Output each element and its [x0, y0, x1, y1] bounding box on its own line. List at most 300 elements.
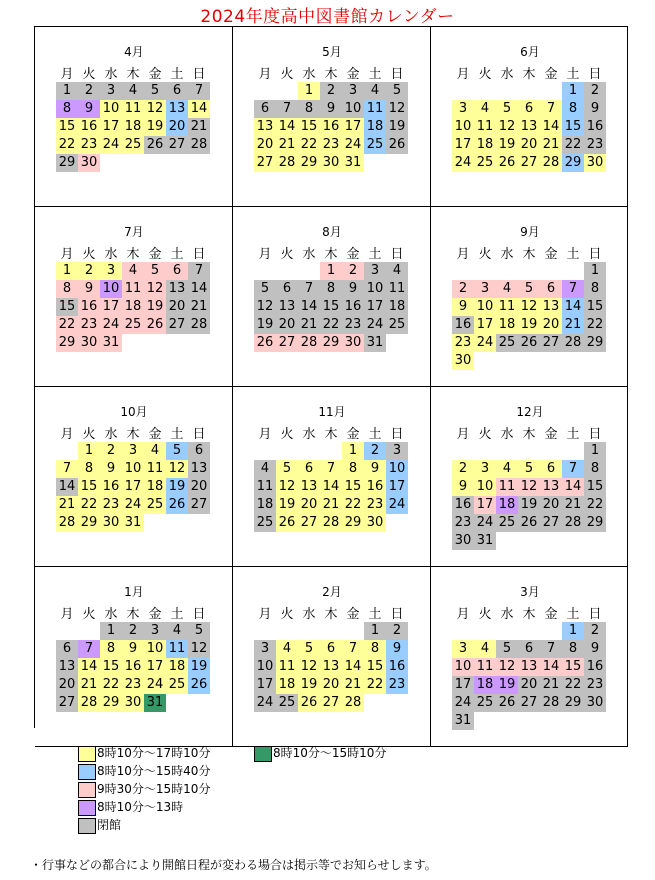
- legend-label: 8時10分～15時40分: [97, 764, 211, 778]
- weekday-header: 水: [302, 607, 316, 622]
- day-cell: 6: [166, 262, 188, 280]
- day-cell: 4: [276, 640, 298, 658]
- weekday-header: 木: [324, 427, 338, 442]
- day-cell: 26: [254, 334, 276, 352]
- legend-label: 8時10分～15時10分: [273, 746, 387, 760]
- legend-label: 9時30分～15時10分: [97, 782, 211, 796]
- day-cell: 5: [386, 82, 408, 100]
- weekday-header: 木: [126, 607, 140, 622]
- day-cell: 12: [276, 478, 298, 496]
- day-cell: 9: [386, 640, 408, 658]
- day-cell: 30: [364, 514, 386, 532]
- day-cell: 25: [144, 496, 166, 514]
- day-cell: 7: [276, 100, 298, 118]
- day-cell: 23: [452, 514, 474, 532]
- weekday-header: 日: [390, 427, 404, 442]
- weekday-header: 月: [60, 607, 74, 622]
- day-cell: 13: [518, 658, 540, 676]
- weekday-header: 土: [566, 607, 580, 622]
- day-cell: 13: [540, 298, 562, 316]
- legend-item: [78, 780, 210, 798]
- day-cell: 3: [452, 100, 474, 118]
- day-cell: 15: [56, 118, 78, 136]
- day-cell: 5: [166, 442, 188, 460]
- day-cell: 19: [276, 496, 298, 514]
- day-cell: 24: [386, 496, 408, 514]
- weekday-header: 月: [258, 247, 272, 262]
- day-cell: 11: [254, 478, 276, 496]
- weekday-header: 土: [368, 67, 382, 82]
- weekday-header: 木: [522, 607, 536, 622]
- weekday-header: 金: [544, 607, 558, 622]
- day-cell: 14: [540, 118, 562, 136]
- day-cell: 1: [584, 262, 606, 280]
- day-cell: 2: [452, 280, 474, 298]
- day-cell: 23: [122, 676, 144, 694]
- day-cell: 21: [188, 118, 210, 136]
- day-cell: 6: [540, 460, 562, 478]
- day-cell: 26: [276, 514, 298, 532]
- day-cell: 11: [122, 280, 144, 298]
- day-cell: 25: [474, 694, 496, 712]
- weekday-header: 土: [170, 427, 184, 442]
- day-cell: 9: [320, 100, 342, 118]
- day-cell: 20: [166, 118, 188, 136]
- day-cell: 3: [254, 640, 276, 658]
- day-cell: 16: [452, 316, 474, 334]
- day-cell: 24: [452, 694, 474, 712]
- day-cell: 3: [342, 82, 364, 100]
- day-cell: 4: [122, 262, 144, 280]
- legend-item: [78, 798, 183, 816]
- weekday-header: 日: [192, 427, 206, 442]
- day-cell: 27: [188, 496, 210, 514]
- day-cell: 20: [518, 676, 540, 694]
- day-cell: 30: [452, 352, 474, 370]
- legend-swatch: [78, 818, 96, 834]
- weekday-header: 木: [126, 427, 140, 442]
- legend-swatch: [78, 764, 96, 780]
- day-cell: 30: [320, 154, 342, 172]
- day-cell: 25: [364, 136, 386, 154]
- day-cell: 7: [342, 640, 364, 658]
- day-cell: 8: [298, 100, 320, 118]
- day-cell: 24: [452, 154, 474, 172]
- weekday-header: 日: [192, 247, 206, 262]
- day-cell: 27: [166, 136, 188, 154]
- day-cell: 25: [122, 316, 144, 334]
- day-cell: 12: [518, 478, 540, 496]
- day-cell: 20: [518, 136, 540, 154]
- weekday-header: 木: [324, 607, 338, 622]
- day-cell: 18: [166, 658, 188, 676]
- day-cell: 13: [56, 658, 78, 676]
- day-cell: 23: [584, 136, 606, 154]
- day-cell: 18: [496, 496, 518, 514]
- month-panel: [35, 567, 233, 747]
- day-cell: 5: [298, 640, 320, 658]
- weekday-header: 水: [104, 67, 118, 82]
- day-cell: 29: [78, 514, 100, 532]
- day-cell: 30: [584, 694, 606, 712]
- day-cell: 29: [56, 334, 78, 352]
- month-panel: [431, 387, 628, 567]
- day-cell: 10: [254, 658, 276, 676]
- day-cell: 7: [56, 460, 78, 478]
- day-cell: 17: [144, 658, 166, 676]
- month-title: 12月: [516, 405, 544, 419]
- day-cell: 1: [364, 622, 386, 640]
- day-cell: 11: [166, 640, 188, 658]
- day-cell: 3: [122, 442, 144, 460]
- day-cell: 22: [364, 676, 386, 694]
- month-panel: [431, 27, 628, 207]
- day-cell: 13: [254, 118, 276, 136]
- day-cell: 14: [56, 478, 78, 496]
- day-cell: 12: [518, 298, 540, 316]
- day-cell: 29: [342, 514, 364, 532]
- day-cell: 24: [474, 514, 496, 532]
- day-cell: 30: [342, 334, 364, 352]
- day-cell: 28: [342, 694, 364, 712]
- day-cell: 5: [496, 100, 518, 118]
- day-cell: 1: [562, 82, 584, 100]
- weekday-header: 金: [346, 427, 360, 442]
- day-cell: 6: [298, 460, 320, 478]
- day-cell: 13: [188, 460, 210, 478]
- weekday-header: 月: [258, 607, 272, 622]
- day-cell: 31: [474, 532, 496, 550]
- day-cell: 20: [254, 136, 276, 154]
- day-cell: 1: [298, 82, 320, 100]
- day-cell: 9: [122, 640, 144, 658]
- weekday-header: 金: [346, 247, 360, 262]
- day-cell: 1: [56, 82, 78, 100]
- day-cell: 1: [320, 262, 342, 280]
- weekday-header: 土: [170, 247, 184, 262]
- day-cell: 17: [452, 136, 474, 154]
- day-cell: 19: [298, 676, 320, 694]
- day-cell: 8: [364, 640, 386, 658]
- day-cell: 4: [496, 280, 518, 298]
- weekday-header: 土: [566, 247, 580, 262]
- day-cell: 14: [342, 658, 364, 676]
- month-panel: [35, 207, 233, 387]
- day-cell: 13: [166, 280, 188, 298]
- day-cell: 3: [452, 640, 474, 658]
- weekday-header: 木: [324, 247, 338, 262]
- month-title: 5月: [322, 45, 342, 59]
- month-title: 10月: [120, 405, 148, 419]
- weekday-header: 金: [346, 67, 360, 82]
- day-cell: 18: [364, 118, 386, 136]
- day-cell: 25: [474, 154, 496, 172]
- day-cell: 6: [320, 640, 342, 658]
- day-cell: 9: [584, 640, 606, 658]
- day-cell: 23: [320, 136, 342, 154]
- day-cell: 29: [100, 694, 122, 712]
- day-cell: 23: [100, 496, 122, 514]
- day-cell: 23: [452, 334, 474, 352]
- day-cell: 2: [78, 262, 100, 280]
- day-cell: 21: [342, 676, 364, 694]
- day-cell: 25: [496, 514, 518, 532]
- day-cell: 11: [386, 280, 408, 298]
- day-cell: 6: [518, 640, 540, 658]
- day-cell: 18: [144, 478, 166, 496]
- weekday-header: 金: [148, 427, 162, 442]
- day-cell: 25: [496, 334, 518, 352]
- day-cell: 19: [496, 676, 518, 694]
- day-cell: 29: [562, 154, 584, 172]
- day-cell: 21: [276, 136, 298, 154]
- day-cell: 23: [386, 676, 408, 694]
- day-cell: 10: [122, 460, 144, 478]
- day-cell: 12: [386, 100, 408, 118]
- day-cell: 11: [496, 478, 518, 496]
- weekday-header: 火: [478, 247, 492, 262]
- month-panel: [233, 207, 431, 387]
- day-cell: 18: [474, 676, 496, 694]
- day-cell: 19: [188, 658, 210, 676]
- month-panel: [233, 387, 431, 567]
- day-cell: 2: [100, 442, 122, 460]
- day-cell: 4: [496, 460, 518, 478]
- day-cell: 10: [452, 658, 474, 676]
- weekday-header: 金: [544, 67, 558, 82]
- day-cell: 25: [386, 316, 408, 334]
- day-cell: 4: [144, 442, 166, 460]
- day-cell: 18: [386, 298, 408, 316]
- weekday-header: 金: [148, 247, 162, 262]
- day-cell: 21: [562, 316, 584, 334]
- weekday-header: 水: [302, 67, 316, 82]
- weekday-header: 水: [302, 247, 316, 262]
- day-cell: 12: [496, 118, 518, 136]
- day-cell: 29: [562, 694, 584, 712]
- weekday-header: 月: [456, 67, 470, 82]
- day-cell: 22: [78, 496, 100, 514]
- day-cell: 21: [562, 496, 584, 514]
- day-cell: 24: [474, 334, 496, 352]
- weekday-header: 月: [258, 67, 272, 82]
- weekday-header: 金: [346, 607, 360, 622]
- day-cell: 13: [166, 100, 188, 118]
- day-cell: 30: [78, 334, 100, 352]
- weekday-header: 火: [82, 67, 96, 82]
- weekday-header: 火: [82, 607, 96, 622]
- day-cell: 21: [78, 676, 100, 694]
- day-cell: 28: [78, 694, 100, 712]
- day-cell: 15: [584, 478, 606, 496]
- day-cell: 23: [364, 496, 386, 514]
- day-cell: 22: [584, 316, 606, 334]
- weekday-header: 火: [478, 427, 492, 442]
- day-cell: 9: [342, 280, 364, 298]
- day-cell: 27: [298, 514, 320, 532]
- day-cell: 9: [78, 280, 100, 298]
- day-cell: 31: [144, 694, 166, 712]
- day-cell: 30: [452, 532, 474, 550]
- day-cell: 28: [540, 694, 562, 712]
- weekday-header: 木: [522, 247, 536, 262]
- weekday-header: 月: [456, 607, 470, 622]
- day-cell: 27: [166, 316, 188, 334]
- day-cell: 16: [342, 298, 364, 316]
- day-cell: 23: [342, 316, 364, 334]
- weekday-header: 日: [588, 607, 602, 622]
- day-cell: 1: [562, 622, 584, 640]
- weekday-header: 火: [280, 247, 294, 262]
- day-cell: 7: [78, 640, 100, 658]
- day-cell: 2: [364, 442, 386, 460]
- weekday-header: 月: [456, 427, 470, 442]
- day-cell: 30: [122, 694, 144, 712]
- calendar-title: 2024年度高中図書館カレンダー: [200, 7, 455, 27]
- weekday-header: 火: [478, 67, 492, 82]
- day-cell: 21: [540, 676, 562, 694]
- weekday-header: 月: [60, 247, 74, 262]
- day-cell: 28: [298, 334, 320, 352]
- weekday-header: 水: [500, 427, 514, 442]
- day-cell: 16: [122, 658, 144, 676]
- day-cell: 14: [562, 478, 584, 496]
- day-cell: 9: [584, 100, 606, 118]
- day-cell: 10: [386, 460, 408, 478]
- weekday-header: 木: [324, 67, 338, 82]
- day-cell: 28: [188, 136, 210, 154]
- day-cell: 4: [166, 622, 188, 640]
- day-cell: 14: [188, 100, 210, 118]
- day-cell: 4: [254, 460, 276, 478]
- day-cell: 8: [56, 280, 78, 298]
- day-cell: 19: [144, 118, 166, 136]
- weekday-header: 土: [566, 427, 580, 442]
- weekday-header: 日: [588, 247, 602, 262]
- weekday-header: 木: [126, 67, 140, 82]
- day-cell: 9: [452, 478, 474, 496]
- day-cell: 18: [122, 118, 144, 136]
- weekday-header: 金: [544, 427, 558, 442]
- day-cell: 8: [562, 100, 584, 118]
- day-cell: 22: [584, 496, 606, 514]
- month-panel: [233, 27, 431, 207]
- day-cell: 17: [100, 118, 122, 136]
- month-panel: [35, 27, 233, 207]
- day-cell: 15: [342, 478, 364, 496]
- day-cell: 13: [540, 478, 562, 496]
- day-cell: 12: [496, 658, 518, 676]
- day-cell: 21: [56, 496, 78, 514]
- day-cell: 28: [188, 316, 210, 334]
- day-cell: 28: [320, 514, 342, 532]
- day-cell: 19: [518, 496, 540, 514]
- day-cell: 7: [562, 460, 584, 478]
- day-cell: 8: [78, 460, 100, 478]
- legend-item: [78, 816, 121, 834]
- month-title: 4月: [124, 45, 144, 59]
- day-cell: 10: [100, 280, 122, 298]
- day-cell: 17: [452, 676, 474, 694]
- calendar-grid: [34, 26, 628, 728]
- month-panel: [233, 567, 431, 747]
- day-cell: 8: [584, 460, 606, 478]
- weekday-header: 日: [390, 247, 404, 262]
- day-cell: 31: [364, 334, 386, 352]
- day-cell: 26: [496, 154, 518, 172]
- day-cell: 6: [188, 442, 210, 460]
- month-title: 7月: [124, 225, 144, 239]
- month-title: 8月: [322, 225, 342, 239]
- day-cell: 5: [276, 460, 298, 478]
- weekday-header: 日: [588, 67, 602, 82]
- day-cell: 24: [254, 694, 276, 712]
- legend-label: 8時10分～17時10分: [97, 746, 211, 760]
- day-cell: 15: [56, 298, 78, 316]
- legend-item: [78, 762, 210, 780]
- day-cell: 5: [518, 280, 540, 298]
- legend-swatch: [78, 782, 96, 798]
- day-cell: 31: [342, 154, 364, 172]
- day-cell: 17: [474, 496, 496, 514]
- day-cell: 2: [386, 622, 408, 640]
- day-cell: 20: [188, 478, 210, 496]
- legend-swatch: [78, 746, 96, 762]
- day-cell: 14: [276, 118, 298, 136]
- day-cell: 14: [562, 298, 584, 316]
- day-cell: 23: [78, 136, 100, 154]
- day-cell: 23: [78, 316, 100, 334]
- day-cell: 16: [452, 496, 474, 514]
- legend-label: 閉館: [97, 818, 122, 832]
- weekday-header: 水: [500, 247, 514, 262]
- day-cell: 29: [584, 334, 606, 352]
- weekday-header: 水: [104, 607, 118, 622]
- day-cell: 1: [56, 262, 78, 280]
- day-cell: 8: [56, 100, 78, 118]
- day-cell: 30: [584, 154, 606, 172]
- day-cell: 25: [166, 676, 188, 694]
- day-cell: 2: [78, 82, 100, 100]
- footnote: ・行事などの都合により開館日程が変わる場合は掲示等でお知らせします。: [30, 858, 437, 872]
- day-cell: 28: [56, 514, 78, 532]
- day-cell: 29: [56, 154, 78, 172]
- day-cell: 7: [298, 280, 320, 298]
- day-cell: 24: [122, 496, 144, 514]
- weekday-header: 火: [82, 427, 96, 442]
- day-cell: 6: [540, 280, 562, 298]
- day-cell: 19: [496, 136, 518, 154]
- day-cell: 5: [518, 460, 540, 478]
- weekday-header: 火: [280, 607, 294, 622]
- day-cell: 10: [474, 298, 496, 316]
- day-cell: 19: [386, 118, 408, 136]
- day-cell: 17: [364, 298, 386, 316]
- day-cell: 17: [342, 118, 364, 136]
- day-cell: 4: [386, 262, 408, 280]
- day-cell: 3: [100, 262, 122, 280]
- legend-label: 8時10分～13時: [97, 800, 184, 814]
- day-cell: 21: [298, 316, 320, 334]
- day-cell: 20: [320, 676, 342, 694]
- day-cell: 12: [298, 658, 320, 676]
- legend-item: [254, 744, 386, 762]
- month-title: 3月: [520, 585, 540, 599]
- day-cell: 4: [474, 640, 496, 658]
- day-cell: 18: [474, 136, 496, 154]
- day-cell: 13: [320, 658, 342, 676]
- weekday-header: 水: [104, 427, 118, 442]
